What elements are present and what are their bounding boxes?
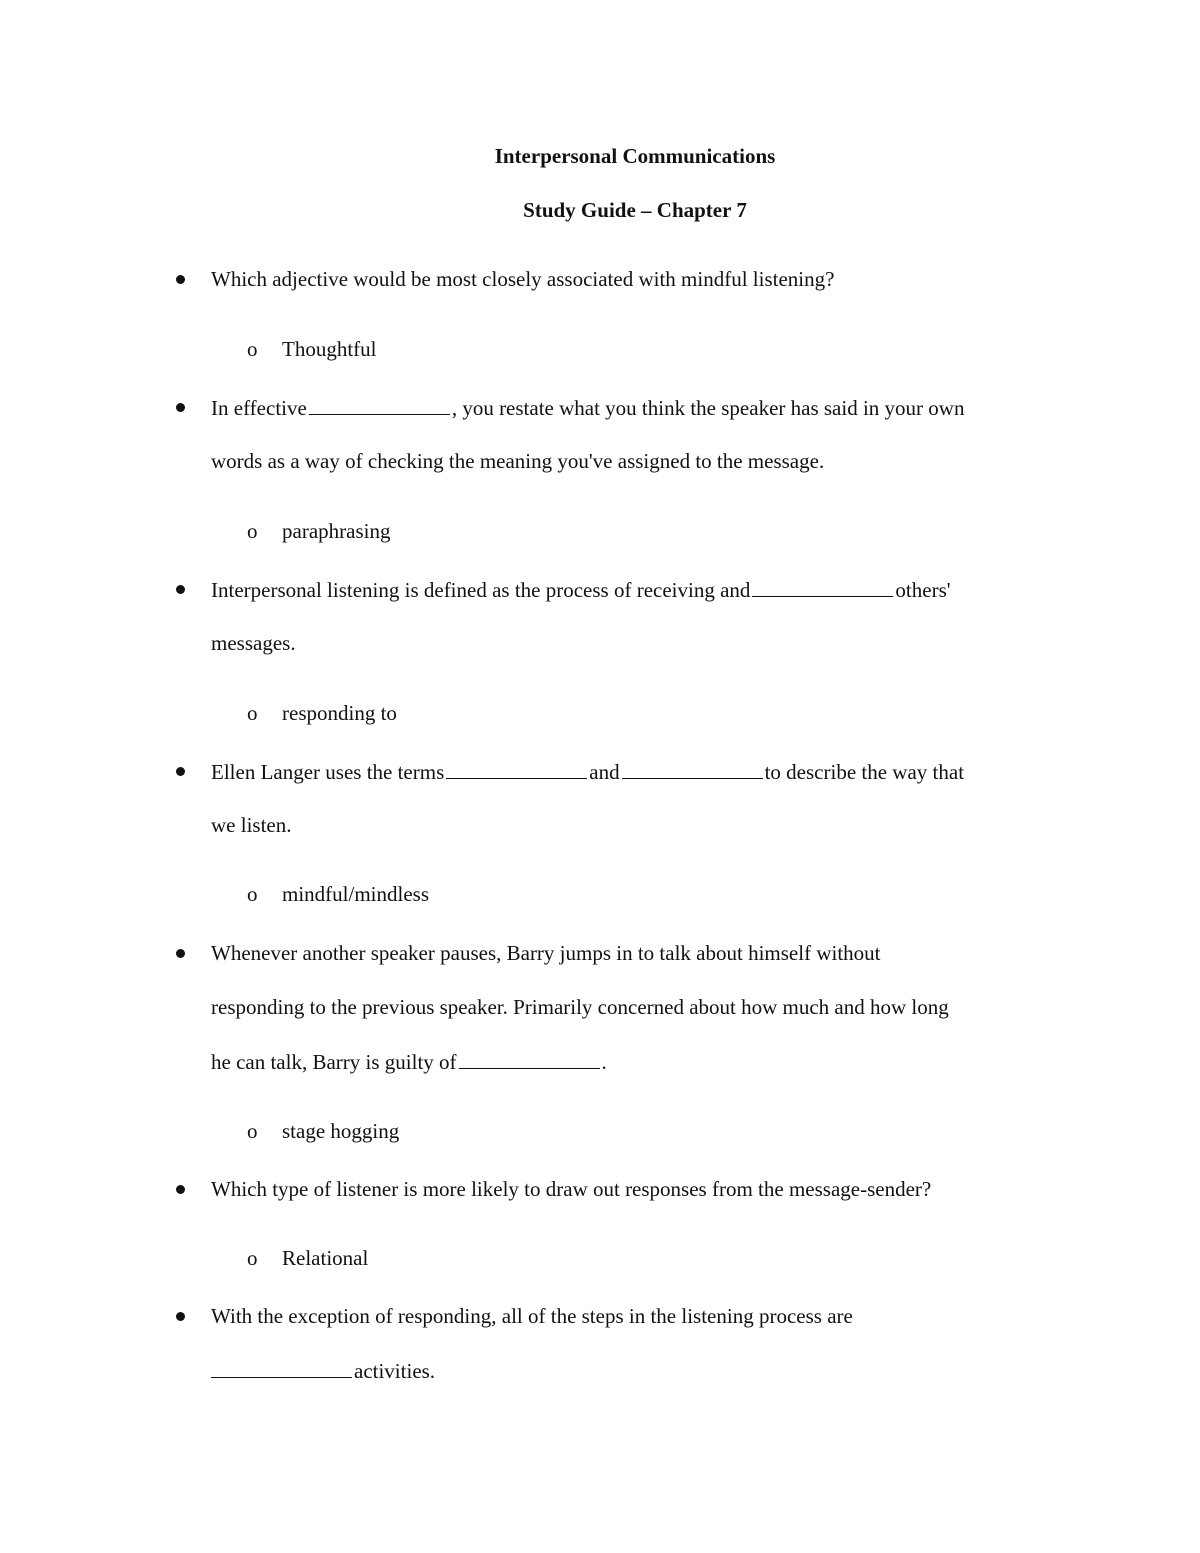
question-1: Which adjective would be most closely associated with mindful listening? [211, 267, 835, 291]
question-5-text-a: he can talk, Barry is guilty of [211, 1050, 457, 1074]
bullet-icon [176, 1185, 185, 1194]
sub-bullet-icon: o [247, 337, 258, 361]
bullet-icon [176, 1312, 185, 1321]
answer-6: Relational [282, 1246, 369, 1270]
question-4-text-c: to describe the way that [764, 760, 965, 784]
answer-2: paraphrasing [282, 519, 391, 543]
question-4-line-2: we listen. [211, 813, 292, 837]
question-5-text-b: . [601, 1050, 607, 1074]
bullet-icon [176, 275, 185, 284]
sub-bullet-icon: o [247, 519, 258, 543]
question-7-line-1: With the exception of responding, all of the steps in the listening process are [211, 1304, 853, 1328]
question-4-text-b: and [589, 760, 620, 784]
sub-bullet-icon: o [247, 1246, 258, 1270]
question-2-line-2: words as a way of checking the meaning you've assigned to the message. [211, 449, 825, 473]
question-4-line-1 [211, 758, 964, 785]
question-5-line-3 [211, 1048, 607, 1075]
question-4-text-a: Ellen Langer uses the terms [211, 760, 445, 784]
question-3-text-b: others' [895, 578, 951, 602]
answer-5: stage hogging [282, 1119, 400, 1143]
sub-bullet-icon: o [247, 882, 258, 906]
fill-in-blank [309, 394, 450, 415]
question-5-line-2: responding to the previous speaker. Primarily concerned about how much and how long [211, 995, 949, 1019]
fill-in-blank [752, 576, 893, 597]
document-subtitle: Study Guide – Chapter 7 [523, 198, 747, 222]
fill-in-blank [211, 1357, 352, 1378]
fill-in-blank [446, 758, 587, 779]
question-5-line-1: Whenever another speaker pauses, Barry jumps in to talk about himself without [211, 941, 881, 965]
sub-bullet-icon: o [247, 701, 258, 725]
question-7-line-2 [211, 1357, 435, 1384]
question-6: Which type of listener is more likely to draw out responses from the message-sender? [211, 1177, 932, 1201]
question-2-text-a: In effective [211, 396, 307, 420]
sub-bullet-icon: o [247, 1119, 258, 1143]
question-2-line-1 [211, 394, 964, 421]
question-3-line-1 [211, 576, 951, 603]
question-7-text-b: activities. [354, 1359, 436, 1383]
fill-in-blank [459, 1048, 600, 1069]
bullet-icon [176, 403, 185, 412]
bullet-icon [176, 949, 185, 958]
answer-1: Thoughtful [282, 337, 377, 361]
document-title: Interpersonal Communications [494, 144, 776, 168]
answer-4: mindful/mindless [282, 882, 429, 906]
answer-3: responding to [282, 701, 397, 725]
bullet-icon [176, 767, 185, 776]
question-3-line-2: messages. [211, 631, 296, 655]
bullet-icon [176, 585, 185, 594]
fill-in-blank [622, 758, 763, 779]
question-3-text-a: Interpersonal listening is defined as the process of receiving and [211, 578, 751, 602]
question-2-text-b: , you restate what you think the speaker has said in your own [451, 396, 965, 420]
